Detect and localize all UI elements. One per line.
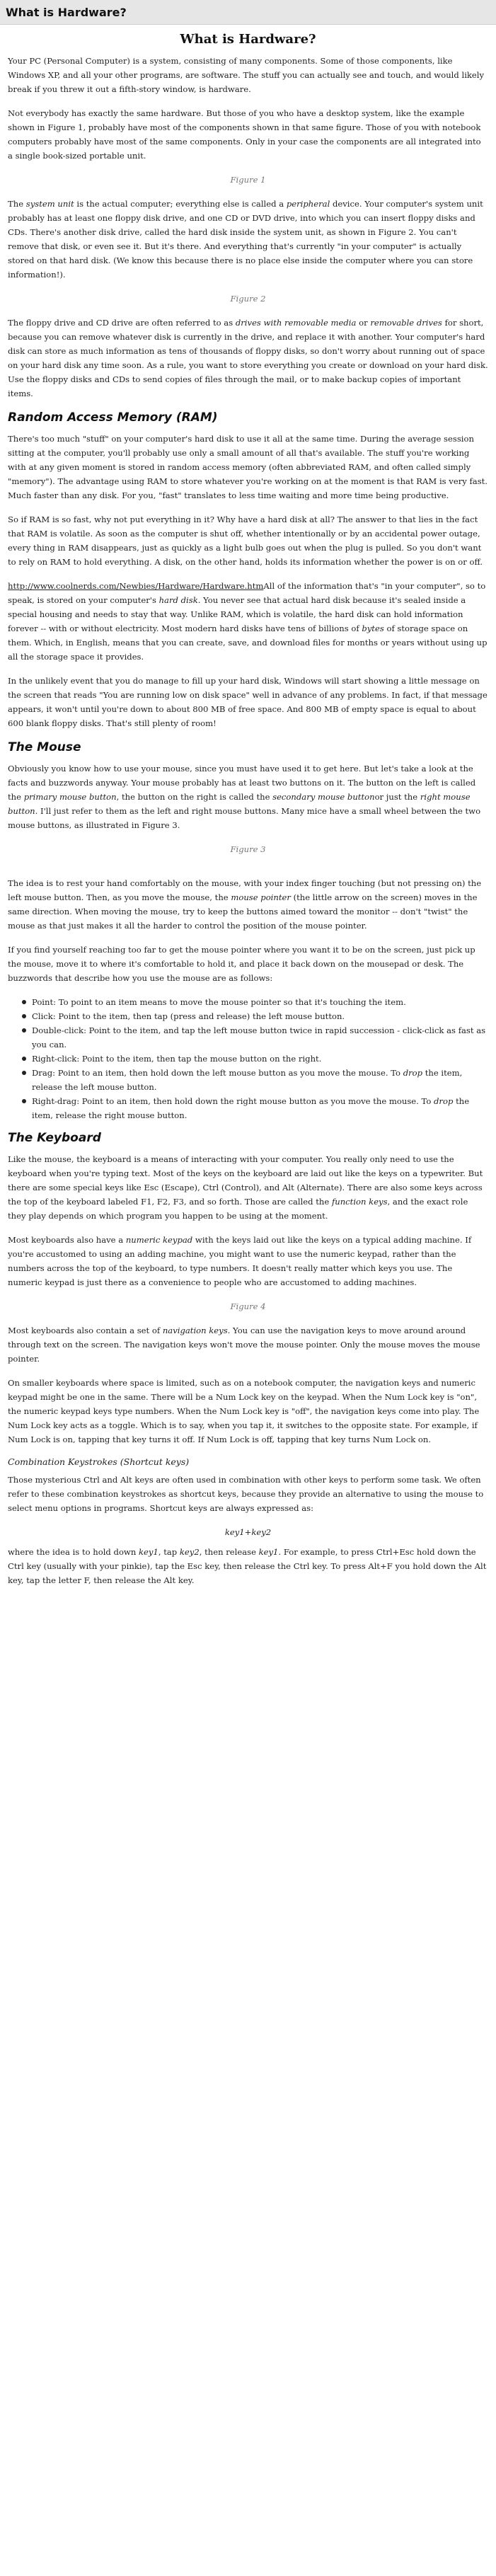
term-right-mouse-button: right mouse button	[8, 792, 471, 816]
figure-3-caption: Figure 3	[230, 844, 266, 854]
keyboard-paragraph-4: On smaller keyboards where space is limited, such as on a notebook computer, the navigation keys and numeric keypad might be one in the same. There will be a Num Lock key on the keypad. When the Num Lock key is "on", the numeric keypad keys type numbers. When the Num Lock key is "off", the navigation keys come into play. The Num Lock key acts as a toggle. Which is to say, when you tap it, it switches to the opposite state. For example, if Num Lock is on, tapping that key turns it off. If Num Lock is off, tapping that key turns Num Lock on.	[8, 1378, 480, 1444]
intro-paragraph-2: Not everybody has exactly the same hardware. But those of you who have a desktop system, like the example shown in Figure 1, probably have most of the components shown in that same figure. Those of you with notebook computers probably have most of the same components. Only in your case the components are all integrated into a single book-sized portable unit.	[8, 108, 481, 161]
keyboard-paragraph-3: Most keyboards also contain a set of navigation keys. You can use the navigation keys to move around around through text on the screen. The navigation keys won't move the mouse pointer. Only the mouse moves the mouse pointer.	[8, 1326, 480, 1364]
term-hard-disk: hard disk	[158, 595, 198, 605]
section-heading-keyboard: The Keyboard	[8, 1131, 101, 1145]
list-item-drag: Drag: Point to an item, then hold down the left mouse button as you move the mouse. To drop the item, release the left mouse button.	[32, 1066, 488, 1094]
system-unit-paragraph: The system unit is the actual computer; everything else is called a peripheral device. Your computer's system unit probably has at least one floppy disk drive, and one CD or DVD drive, into which you can insert floppy disks and CDs. There's another disk drive, called the hard disk inside the system unit, as shown in Figure 2. You can't remove that disk, or even see it. But it's there. And everything that's currently "in your computer" is actually stored on that hard disk. (We know this because there is no place else inside the computer where you can store information!).	[8, 199, 483, 280]
subsection-heading-shortcut-keys: Combination Keystrokes (Shortcut keys)	[8, 1456, 190, 1467]
term-function-keys: function keys	[331, 1197, 388, 1207]
mouse-actions-list	[8, 995, 488, 1122]
list-item-double-click: Double-click: Point to the item, and tap the left mouse button twice in rapid succession - click-click as fast as you can.	[32, 1023, 488, 1052]
page-header-title: What is Hardware?	[6, 5, 127, 19]
section-heading-mouse: The Mouse	[8, 740, 81, 754]
term-bytes: bytes	[362, 623, 384, 633]
figure-4-caption: Figure 4	[230, 1301, 266, 1311]
term-removable-drives: removable drives	[370, 318, 442, 328]
shortcut-formula: key1+key2	[224, 1527, 272, 1537]
term-navigation-keys: navigation keys	[162, 1326, 228, 1335]
section-heading-ram: Random Access Memory (RAM)	[8, 410, 218, 425]
page-header	[0, 0, 496, 25]
coolnerds-link[interactable]: http://www.coolnerds.com/Newbies/Hardware/Hardware.htm	[8, 581, 264, 591]
mouse-paragraph-1: Obviously you know how to use your mouse, since you must have used it to get here. But let's take a look at the facts and buzzwords anyway. Your mouse probably has at least two buttons on it. The button on the left is called the primary mouse button, the button on the right is called the secondary mouse buttonor just the right mouse button. I'll just refer to them as the left and right mouse buttons. Many mice have a small wheel between the two mouse buttons, as illustrated in Figure 3.	[8, 764, 481, 830]
term-mouse-pointer: mouse pointer	[231, 892, 291, 902]
keyboard-paragraph-1: Like the mouse, the keyboard is a means of interacting with your computer. You really only need to use the keyboard when you're typing text. Most of the keys on the keyboard are laid out like the keys on a typewriter. But there are some special keys like Esc (Escape), Ctrl (Control), and Alt (Alternate). There are also some keys across the top of the keyboard labeled F1, F2, F3, and so forth. Those are called the function keys, and the exact role they play depends on which program you happen to be using at the moment.	[8, 1154, 483, 1221]
figure-1-caption: Figure 1	[230, 175, 266, 185]
ram-paragraph-2: So if RAM is so fast, why not put everything in it? Why have a hard disk at all? The answer to that lies in the fact that RAM is volatile. As soon as the computer is shut off, whether intentionally or by an accidental power outage, every thing in RAM disappears, just as quickly as a light bulb goes out when the plug is pulled. So you don't want to rely on RAM to hold everything. A disk, on the other hand, holds its information whether the power is on or off.	[8, 514, 483, 567]
list-item-right-click: Right-click: Point to the item, then tap the mouse button on the right.	[32, 1052, 488, 1066]
ram-paragraph-4: In the unlikely event that you do manage to fill up your hard disk, Windows will start showing a little message on the screen that reads "You are running low on disk space" well in advance of any problems. In fact, if that message appears, it won't until you're down to about 800 MB of free space. And 800 MB of empty space is equal to about 600 blank floppy disks. That's still plenty of room!	[8, 676, 488, 728]
article-content	[0, 32, 496, 1587]
keyboard-paragraph-5: Those mysterious Ctrl and Alt keys are often used in combination with other keys to perform some task. We often refer to these combination keystrokes as shortcut keys, because they provide an alternative to using the mouse to select menu options in programs. Shortcut keys are always expressed as:	[8, 1475, 484, 1513]
figure-3-area	[8, 866, 488, 876]
term-primary-mouse-button: primary mouse button	[23, 792, 117, 802]
keyboard-paragraph-2: Most keyboards also have a numeric keypad with the keys laid out like the keys on a typical adding machine. If you're accustomed to using an adding machine, you might want to use the numeric keypad, rather than the numbers across the top of the keyboard, to type numbers. It doesn't really matter which keys you use. The numeric keypad is just there as a convenience to people who are accustomed to adding machines.	[8, 1235, 472, 1287]
mouse-paragraph-2: The idea is to rest your hand comfortably on the mouse, with your index finger touching (but not pressing on) the left mouse button. Then, as you move the mouse, the mouse pointer (the little arrow on the screen) moves in the same direction. When moving the mouse, try to keep the buttons aimed toward the monitor -- don't "twist" the mouse as that just makes it all the harder to control the position of the mouse pointer.	[8, 878, 482, 931]
term-peripheral: peripheral	[286, 199, 330, 209]
ram-paragraph-3: http://www.coolnerds.com/Newbies/Hardware/Hardware.htmAll of the information that's "in your computer", so to speak, is stored on your computer's hard disk. You never see that actual hard disk because it's sealed inside a special housing and needs to stay that way. Unlike RAM, which is volatile, the hard disk can hold information forever -- with or without electricity. Most modern hard disks have tens of billions of bytes of storage space on them. Which, in English, means that you can create, save, and download files for months or years without using up all the storage space it provides.	[8, 581, 488, 662]
term-secondary-mouse-button: secondary mouse button	[272, 792, 375, 802]
keyboard-paragraph-6: where the idea is to hold down key1, tap key2, then release key1. For example, to press Ctrl+Esc hold down the Ctrl key (usually with your pinkie), tap the Esc key, then release the Ctrl key. To press Alt+F you hold down the Alt key, tap the letter F, then release the Alt key.	[8, 1547, 487, 1585]
mouse-paragraph-3: If you find yourself reaching too far to get the mouse pointer where you want it to be on the screen, just pick up the mouse, move it to where it's comfortable to hold it, and place it back down on the mousepad or desk. The buzzwords that describe how you use the mouse are as follows:	[8, 945, 475, 983]
term-numeric-keypad: numeric keypad	[125, 1235, 193, 1245]
drives-paragraph: The floppy drive and CD drive are often referred to as drives with removable media or removable drives for short, because you can remove whatever disk is currently in the drive, and replace it with another. Your computer's hard disk can store as much information as tens of thousands of floppy disks, so don't worry about running out of space on your hard disk any time soon. As a rule, you want to store everything you create or download on your hard disk. Use the floppy disks and CDs to send copies of files through the mail, or to make backup copies of important items.	[8, 318, 488, 398]
intro-paragraph-1: Your PC (Personal Computer) is a system, consisting of many components. Some of those components, like Windows XP, and all your other programs, are software. The stuff you can actually see and touch, and would likely break if you threw it out a fifth-story window, is hardware.	[8, 56, 485, 94]
ram-paragraph-1: There's too much "stuff" on your computer's hard disk to use it all at the same time. During the average session sitting at the computer, you'll probably use only a small amount of all that's available. The stuff you're working with at any given moment is stored in random access memory (often abbreviated RAM, and often called simply "memory"). The advantage using RAM to store whatever you're working on at the moment is that RAM is very fast. Much faster than any disk. For you, "fast" translates to less time waiting and more time being productive.	[8, 434, 488, 500]
figure-2-caption: Figure 2	[230, 294, 266, 304]
list-item-click: Click: Point to the item, then tap (press and release) the left mouse button.	[32, 1009, 488, 1023]
list-item-point: Point: To point to an item means to move the mouse pointer so that it's touching the item.	[32, 995, 488, 1009]
term-removable-media: drives with removable media	[235, 318, 357, 328]
list-item-right-drag: Right-drag: Point to an item, then hold down the right mouse button as you move the mouse. To drop the item, release the right mouse button.	[32, 1094, 488, 1122]
term-system-unit: system unit	[25, 199, 74, 209]
article-title: What is Hardware?	[180, 32, 316, 47]
